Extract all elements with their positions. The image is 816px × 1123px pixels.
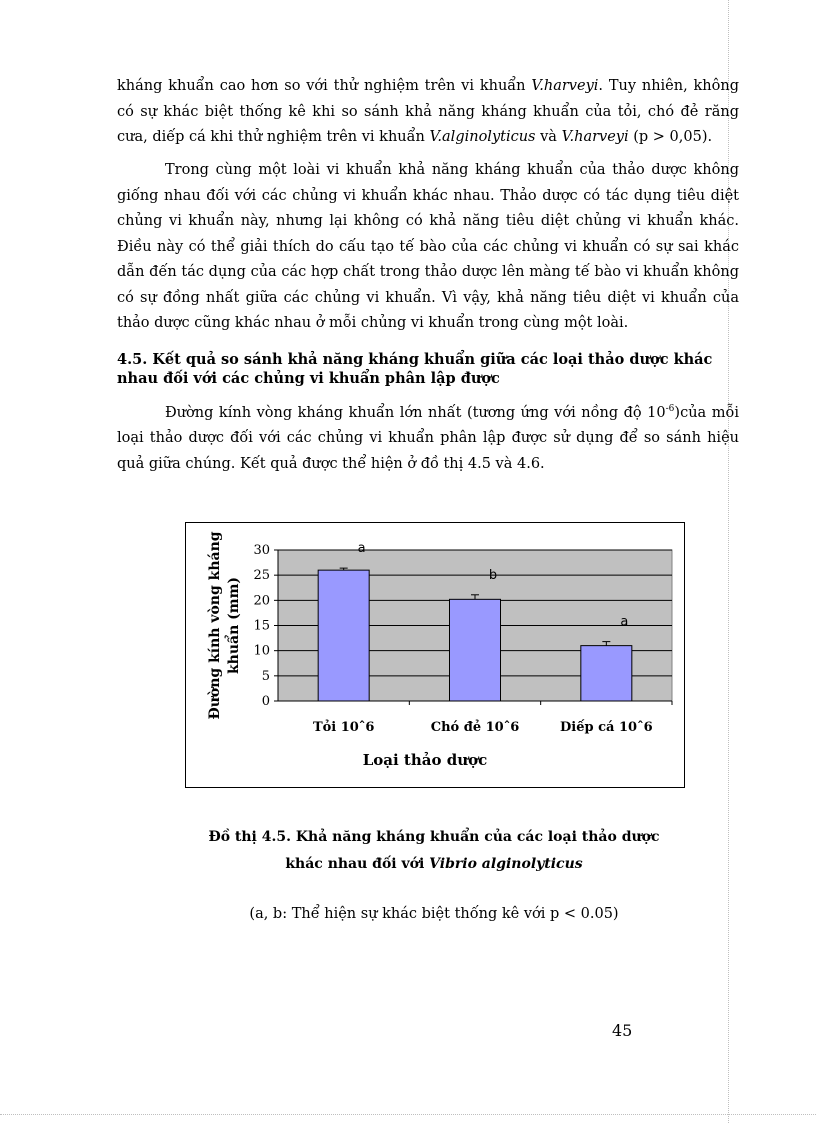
figure-caption-line-2 [185, 856, 683, 872]
paragraph-2 [117, 158, 739, 337]
para1-text-a: kháng khuẩn cao hơn so với thử nghiệm trên vi khuẩn [117, 78, 532, 94]
y-tick-label: 30 [253, 543, 270, 558]
y-tick-label: 5 [261, 668, 270, 684]
bar-chart [186, 523, 684, 787]
significance-note: (a, b: Thể hiện sự khác biệt thống kê với p < 0.05) [249, 906, 619, 922]
y-tick-label: 20 [253, 593, 270, 609]
y-tick-label: 0 [261, 694, 270, 709]
para3-text-a: Đường kính vòng kháng khuẩn lớn nhất (tương ứng với nồng độ 10 [165, 404, 666, 421]
para2-text: Trong cùng một loài vi khuẩn khả năng kháng khuẩn của thảo dược không giống nhau đối với các chủng vi khuẩn khác nhau. Thảo dược có tác dụng tiêu diệt chủng vi khuẩn này, nhưng lại không có khả năng tiêu diệt chủng vi khuẩn khác. Điều này có thể giải thích do cấu tạo tế bào của các chủng vi khuẩn có sự sai khác dẫn đến tác dụng của các hợp chất trong thảo dược lên màng tế bào vi khuẩn không có sự đồng nhất giữa các chủng vi khuẩn. Vì vậy, khả năng tiêu diệt vi khuẩn của thảo dược cũng khác nhau ở mỗi chủng vi khuẩn trong cùng một loài. [117, 162, 739, 331]
bar [450, 599, 501, 701]
para1-species-1: V.harveyi [531, 78, 599, 94]
caption-species: Vibrio alginolyticus [429, 856, 583, 872]
caption-line2-text: khác nhau đối với [285, 856, 430, 872]
y-axis-title-line: Đường kính vòng kháng [207, 531, 223, 720]
para1-text-c: . Tuy nhiên, không có sự khác biệt thống kê khi so sánh khả năng kháng khuẩn của tỏi, chó đẻ răng cưa, diếp cá khi thử nghiệm trên vi khuẩn [117, 78, 739, 145]
para1-text-g: (p > 0,05). [628, 129, 713, 145]
bar [318, 570, 369, 701]
y-tick-label: 25 [253, 568, 270, 584]
para1-text-e: và [535, 129, 562, 145]
section-4-5 [117, 346, 739, 388]
page-bottom-guide [0, 1114, 816, 1115]
page-number: 45 [612, 1021, 633, 1040]
section-heading: 4.5. Kết quả so sánh khả năng kháng khuẩn giữa các loại thảo dược khác nhau đối với các chủng vi khuẩn phân lập được [117, 351, 713, 387]
y-tick-label: 10 [253, 643, 270, 659]
paragraph-1 [117, 74, 739, 151]
significance-label: a [357, 541, 366, 557]
bar [581, 646, 632, 701]
significance-label: b [488, 567, 498, 583]
significance-label: a [620, 614, 629, 630]
para3-superscript: -6 [665, 404, 675, 414]
paragraph-3 [117, 397, 739, 477]
para3-text-b: )của mỗi loại thảo dược đối với các chủng vi khuẩn phân lập được sử dụng để so sánh hiệu quả giữa chúng. Kết quả được thể hiện ở đồ thị 4.5 và 4.6. [117, 404, 739, 472]
chart-frame [185, 522, 685, 788]
x-tick-label: Diếp cá 10ˆ6 [560, 720, 653, 735]
y-tick-label: 15 [253, 618, 270, 634]
y-axis-title-line: khuẩn (mm) [226, 576, 242, 675]
x-tick-label: Chó đẻ 10ˆ6 [430, 720, 520, 735]
figure-caption-line-1: Đồ thị 4.5. Khả năng kháng khuẩn của các loại thảo dược [208, 829, 660, 845]
x-tick-label: Tỏi 10ˆ6 [312, 720, 375, 735]
x-axis-title: Loại thảo dược [362, 751, 488, 769]
para1-species-3: V.harveyi [561, 129, 629, 145]
para1-species-2: V.alginolyticus [429, 129, 536, 145]
